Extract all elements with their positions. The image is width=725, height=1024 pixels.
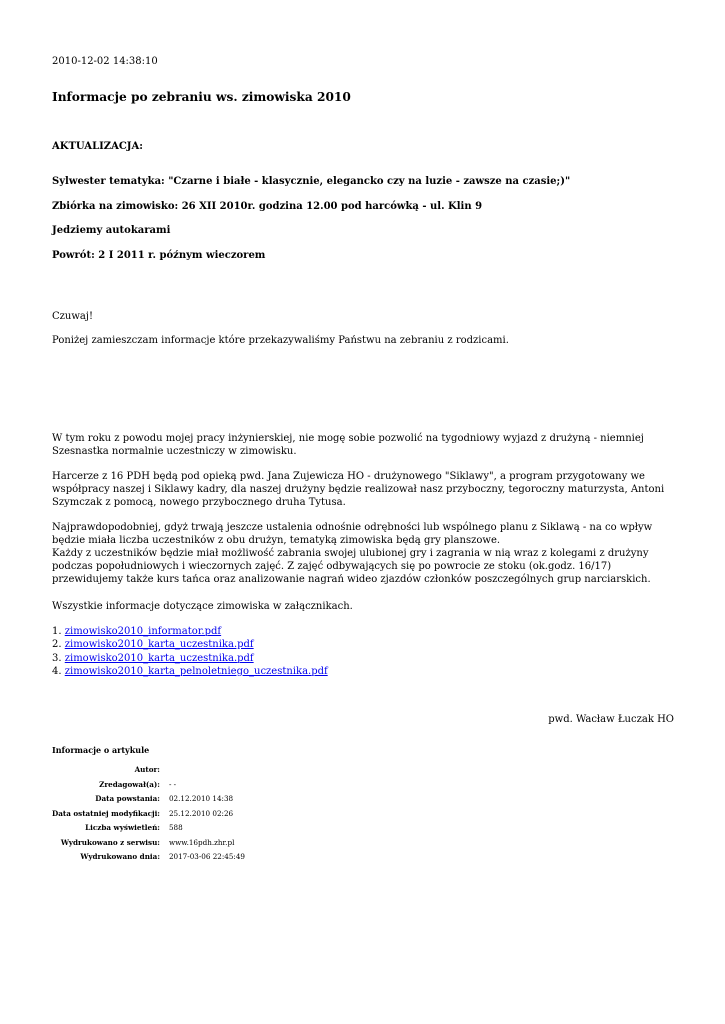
info-label: Wydrukowano dnia: xyxy=(80,852,160,861)
update-line-theme: Sylwester tematyka: "Czarne i białe - klasycznie, elegancko czy na luzie - zawsze na czasie;)" xyxy=(52,176,571,187)
table-row xyxy=(52,792,248,807)
article-info-table xyxy=(52,763,248,865)
attachment-list xyxy=(52,625,328,678)
list-item xyxy=(52,638,328,651)
attachment-number: 2. xyxy=(52,639,62,651)
greeting: Czuwaj! xyxy=(52,311,94,322)
update-line-return: Powrót: 2 I 2011 r. późnym wieczorem xyxy=(52,250,266,261)
intro-paragraph: Poniżej zamieszczam informacje które przekazywaliśmy Państwu na zebraniu z rodzicami. xyxy=(52,335,509,346)
author-signature: pwd. Wacław Łuczak HO xyxy=(548,714,674,725)
page-title: Informacje po zebraniu ws. zimowiska 2010 xyxy=(52,90,351,104)
table-row xyxy=(52,763,248,778)
info-label: Wydrukowano z serwisu: xyxy=(60,837,160,847)
info-value: 2017-03-06 22:45:49 xyxy=(168,852,245,861)
info-label: Autor: xyxy=(134,765,160,774)
update-line-meeting: Zbiórka na zimowisko: 26 XII 2010r. godzina 12.00 pod harcówką - ul. Klin 9 xyxy=(52,201,483,212)
article-info-heading: Informacje o artykule xyxy=(52,745,150,755)
table-row xyxy=(52,807,248,822)
list-item xyxy=(52,625,328,638)
paragraph-5: Wszystkie informacje dotyczące zimowiska w załącznikach. xyxy=(52,601,353,612)
info-value: 25.12.2010 02:26 xyxy=(168,808,234,818)
paragraph-3: Najprawdopodobniej, gdyż trwają jeszcze ustalenia odnośnie odrębności lub wspólnego planu z Siklawą - na co wpływ będzie miała liczba uczestników z obu drużyn, tematyką zimowiska będą gry planszowe. xyxy=(52,522,653,546)
paragraph-4: Każdy z uczestników będzie miał możliwość zabrania swojej ulubionej gry i zagrania w nią wraz z kolegami z drużyny podczas popołudniowych i wieczornych zajęć. Z zajęć odbywających się po powrocie ze stoku (ok.godz. 16/17) przewidujemy także kurs tańca oraz analizowanie nagrań wideo zjazdów członków poszczególnych grup narciarskich. xyxy=(52,548,651,585)
attachment-link[interactable]: zimowisko2010_karta_uczestnika.pdf xyxy=(64,639,254,651)
attachment-number: 1. xyxy=(52,626,62,637)
update-line-transport: Jedziemy autokarami xyxy=(52,225,171,236)
list-item xyxy=(52,665,328,678)
table-row xyxy=(52,821,248,836)
info-value: 02.12.2010 14:38 xyxy=(168,794,234,803)
info-label: Data ostatniej modyfikacji: xyxy=(52,808,160,818)
info-label: Zredagował(a): xyxy=(99,779,160,789)
info-value: 588 xyxy=(168,823,183,832)
print-timestamp: 2010-12-02 14:38:10 xyxy=(52,56,158,67)
paragraph-1: W tym roku z powodu mojej pracy inżynierskiej, nie mogę sobie pozwolić na tygodniowy wyjazd z drużyną - niemniej Szesnastka normalnie uczestniczy w zimowisku. xyxy=(52,433,644,457)
table-row xyxy=(52,836,248,851)
info-label: Data powstania: xyxy=(95,794,160,803)
list-item xyxy=(52,652,328,665)
attachment-link[interactable]: zimowisko2010_karta_pelnoletniego_uczestnika.pdf xyxy=(64,665,328,677)
attachment-number: 3. xyxy=(52,652,62,664)
table-row xyxy=(52,778,248,793)
paragraph-2: Harcerze z 16 PDH będą pod opieką pwd. Jana Zujewicza HO - drużynowego "Siklawy", a program przygotowany we współpracy naszej i Siklawy kadry, dla naszej drużyny będzie realizował nasz przyboczny, tegoroczny maturzysta, Antoni Szymczak z pomocą, nowego przybocznego druha Tytusa. xyxy=(52,471,665,508)
attachment-link[interactable]: zimowisko2010_informator.pdf xyxy=(64,626,222,637)
info-label: Liczba wyświetleń: xyxy=(85,823,160,832)
attachment-number: 4. xyxy=(52,665,62,677)
info-value: www.16pdh.zhr.pl xyxy=(168,837,235,847)
info-value: - - xyxy=(168,779,177,789)
update-label: AKTUALIZACJA: xyxy=(52,141,143,152)
attachment-link[interactable]: zimowisko2010_karta_uczestnika.pdf xyxy=(64,652,254,664)
info-value xyxy=(169,763,248,778)
table-row xyxy=(52,850,248,865)
